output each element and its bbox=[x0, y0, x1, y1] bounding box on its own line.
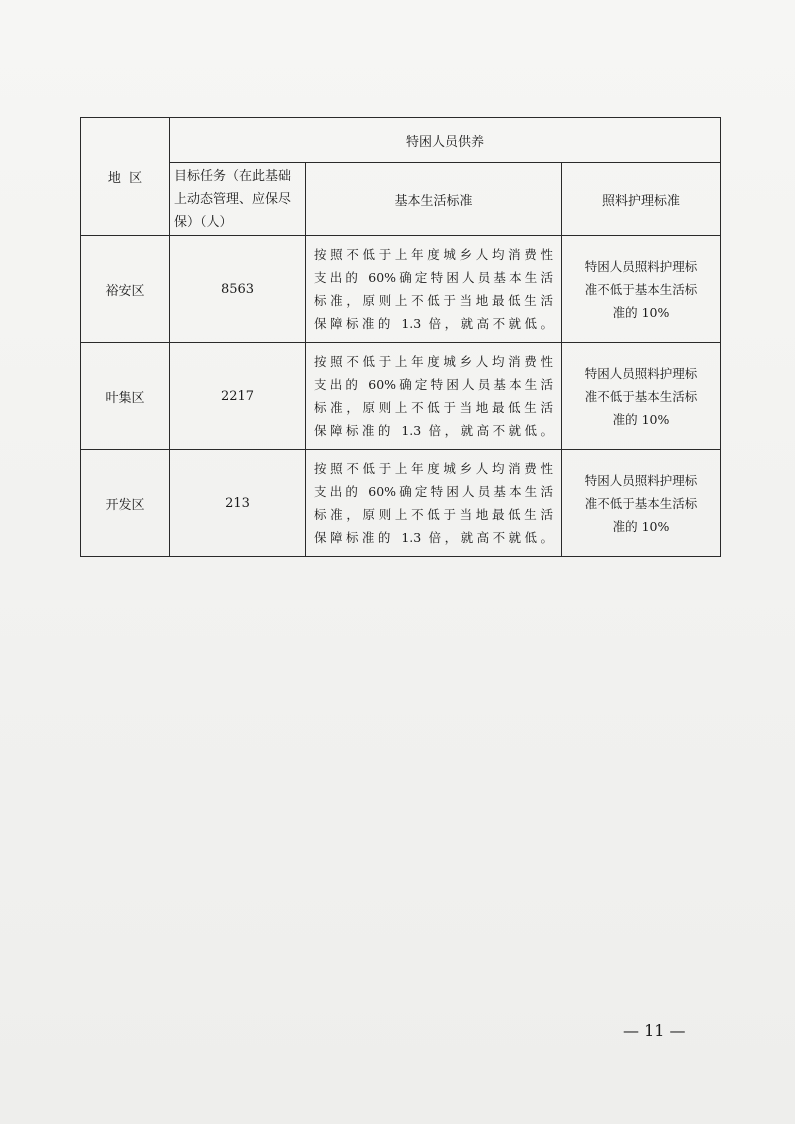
care-line: 准不低于基本生活标 bbox=[584, 281, 698, 297]
region-cell: 开发区 bbox=[81, 450, 170, 557]
target-cell: 8563 bbox=[170, 236, 306, 343]
target-cell: 2217 bbox=[170, 343, 306, 450]
care-line: 准的 10% bbox=[612, 304, 670, 320]
basic-line: 标准，原则上不低于当地最低生活 bbox=[314, 400, 553, 415]
target-cell: 213 bbox=[170, 450, 306, 557]
care-line: 特困人员照料护理标 bbox=[584, 365, 698, 381]
care-line: 准的 10% bbox=[612, 411, 670, 427]
care-standard-cell bbox=[562, 236, 721, 343]
basic-header: 基本生活标准 bbox=[306, 163, 562, 236]
header-row-2 bbox=[81, 163, 721, 236]
care-line: 准的 10% bbox=[612, 518, 670, 534]
care-standard-cell bbox=[562, 343, 721, 450]
table-row bbox=[81, 450, 721, 557]
region-header: 地 区 bbox=[81, 118, 170, 236]
basic-standard-cell bbox=[306, 236, 562, 343]
target-header-label: 目标任务（在此基础上动态管理、应保尽保）（人） bbox=[174, 168, 292, 230]
page-number: — 11 — bbox=[623, 1021, 686, 1040]
region-cell: 裕安区 bbox=[81, 236, 170, 343]
basic-line: 标准，原则上不低于当地最低生活 bbox=[314, 507, 553, 522]
basic-line: 支出的 60%确定特困人员基本生活 bbox=[314, 377, 553, 392]
region-cell: 叶集区 bbox=[81, 343, 170, 450]
table-row bbox=[81, 343, 721, 450]
table-row bbox=[81, 236, 721, 343]
basic-line: 标准，原则上不低于当地最低生活 bbox=[314, 293, 553, 308]
target-header bbox=[170, 163, 306, 236]
care-line: 准不低于基本生活标 bbox=[584, 495, 698, 511]
care-header: 照料护理标准 bbox=[562, 163, 721, 236]
care-line: 特困人员照料护理标 bbox=[584, 472, 698, 488]
basic-standard-cell bbox=[306, 343, 562, 450]
basic-line: 按照不低于上年度城乡人均消费性 bbox=[314, 247, 553, 262]
care-line: 特困人员照料护理标 bbox=[584, 258, 698, 274]
basic-line: 保障标准的 1.3 倍，就高不就低。 bbox=[314, 316, 553, 331]
support-standards-table bbox=[80, 117, 721, 557]
basic-standard-cell bbox=[306, 450, 562, 557]
basic-line: 支出的 60%确定特困人员基本生活 bbox=[314, 270, 553, 285]
basic-line: 支出的 60%确定特困人员基本生活 bbox=[314, 484, 553, 499]
care-line: 准不低于基本生活标 bbox=[584, 388, 698, 404]
header-row-1 bbox=[81, 118, 721, 163]
basic-line: 按照不低于上年度城乡人均消费性 bbox=[314, 461, 553, 476]
group-header: 特困人员供养 bbox=[170, 118, 721, 163]
basic-line: 保障标准的 1.3 倍，就高不就低。 bbox=[314, 423, 553, 438]
care-standard-cell bbox=[562, 450, 721, 557]
basic-line: 按照不低于上年度城乡人均消费性 bbox=[314, 354, 553, 369]
basic-line: 保障标准的 1.3 倍，就高不就低。 bbox=[314, 530, 553, 545]
